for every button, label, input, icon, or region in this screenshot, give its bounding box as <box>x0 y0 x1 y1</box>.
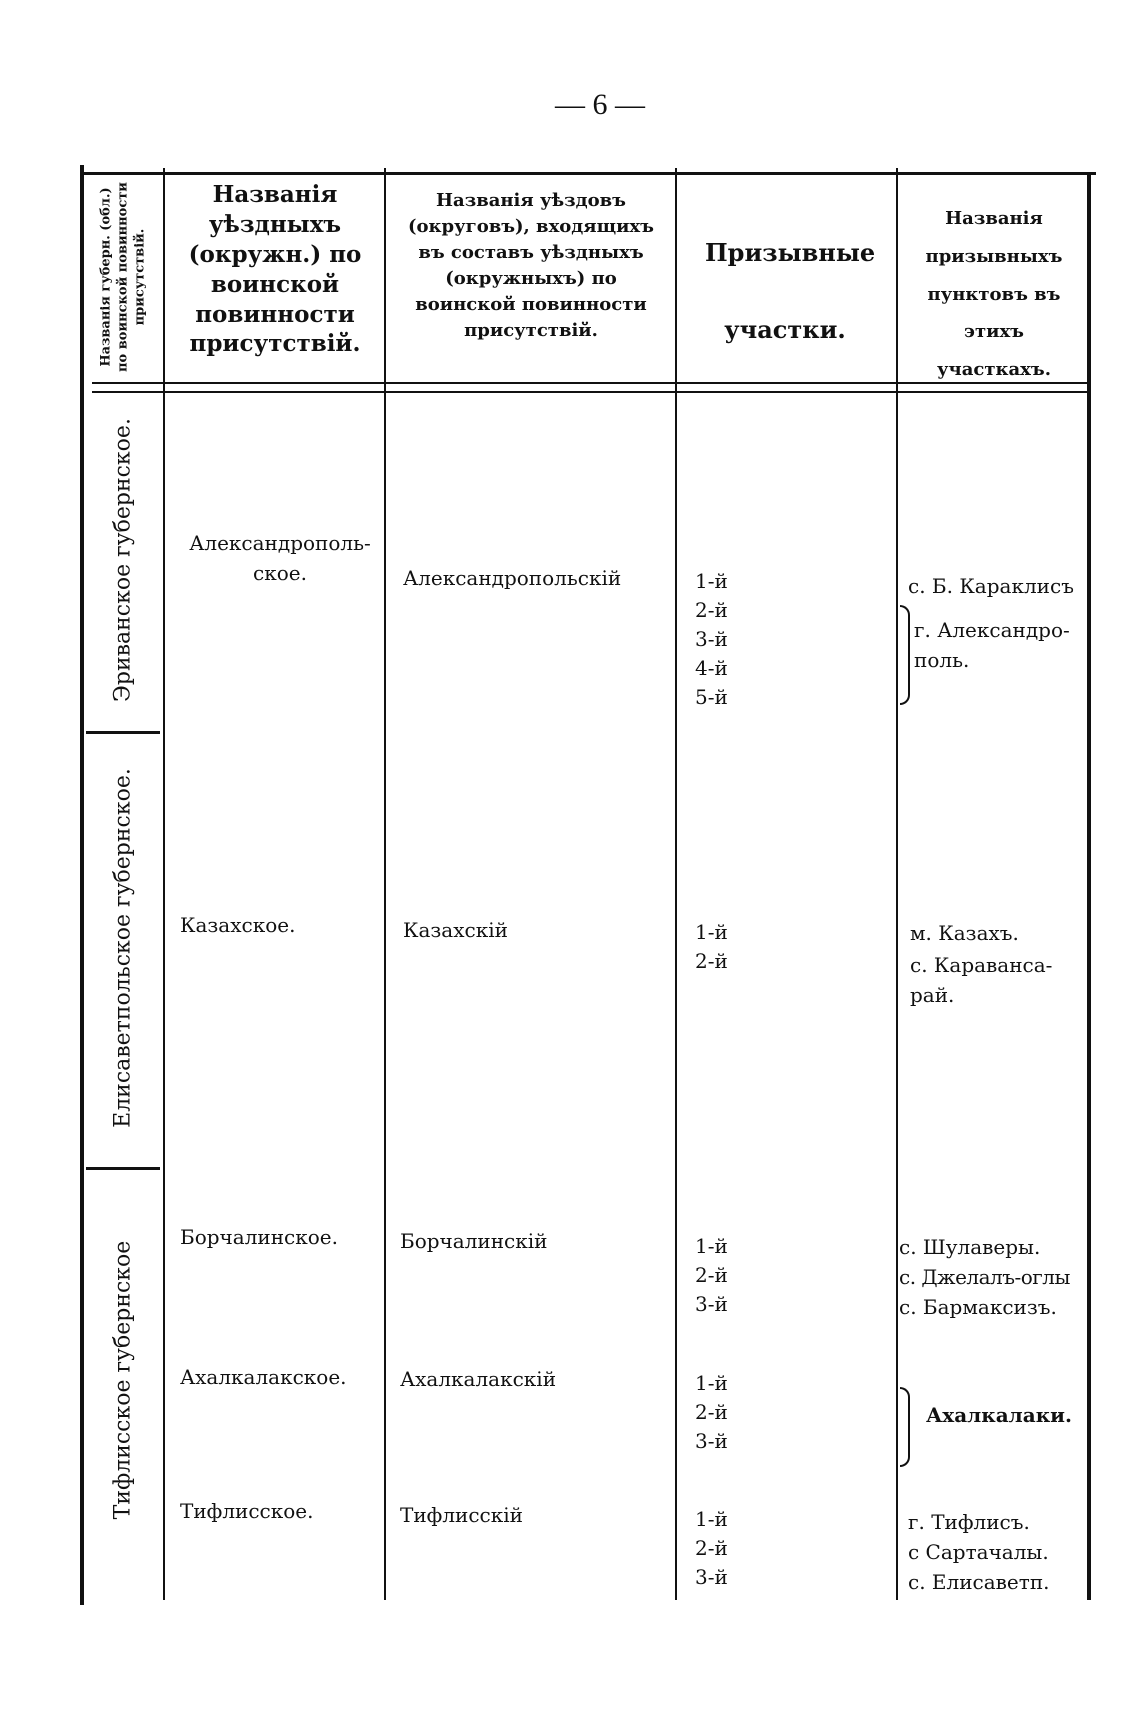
governorate-divider-2 <box>86 1167 160 1170</box>
district-number: 3-й <box>695 1292 728 1316</box>
recruiting-point: г. Тифлисъ. <box>908 1510 1030 1534</box>
governorate-elisavetpol: Елисаветпольское губернское. <box>110 768 136 1128</box>
district-number: 2-й <box>695 598 728 622</box>
column-divider-2 <box>384 168 386 1600</box>
page-number: — 6 — <box>555 88 645 121</box>
recruiting-point: с. Б. Караклисъ <box>908 574 1074 598</box>
header-rule-2 <box>92 391 1088 393</box>
column-divider-3 <box>675 168 677 1600</box>
header-county-presences: Названія уѣздныхъ (окружн.) по воинской повинности присутствій. <box>188 181 362 358</box>
column-divider-4 <box>896 168 898 1600</box>
header-governorate: Названія губерн. (обл.) по воинской повинности присутствій. <box>98 182 148 372</box>
header-districts: Призывные участки. <box>705 238 876 344</box>
district-number: 1-й <box>695 569 728 593</box>
column-divider-1 <box>163 168 165 1600</box>
county-presence: Ахалкалакское. <box>180 1365 347 1389</box>
district-number: 4-й <box>695 656 728 680</box>
district-number: 3-й <box>695 1565 728 1589</box>
governorate-erivan: Эриванское губернское. <box>110 418 136 702</box>
district-number: 2-й <box>695 1536 728 1560</box>
county-presence: Тифлисское. <box>180 1499 314 1523</box>
header-points: Названія призывныхъ пунктовъ въ этихъ участкахъ. <box>925 208 1063 381</box>
county-name: Борчалинскій <box>400 1229 548 1253</box>
brace <box>900 1387 910 1467</box>
county-name: Александропольскій <box>403 566 622 590</box>
county-name: Ахалкалакскій <box>400 1367 557 1391</box>
county-presence: Казахское. <box>180 913 296 937</box>
table-left-border <box>80 165 84 1605</box>
governorate-tiflis: Тифлисское губернское <box>110 1240 136 1520</box>
district-number: 1-й <box>695 920 728 944</box>
district-number: 2-й <box>695 949 728 973</box>
county-name: Тифлисскій <box>400 1503 523 1527</box>
district-number: 2-й <box>695 1400 728 1424</box>
recruiting-point: с. Джелалъ-оглы <box>899 1265 1070 1289</box>
governorate-divider-1 <box>86 731 160 734</box>
district-number: 3-й <box>695 1429 728 1453</box>
recruiting-point: с Сартачалы. <box>908 1540 1049 1564</box>
district-number: 1-й <box>695 1507 728 1531</box>
county-presence: Борчалинское. <box>180 1225 338 1249</box>
recruiting-point: м. Казахъ. <box>910 921 1019 945</box>
header-counties-included: Названія уѣздовъ (округовъ), входящихъ въ составъ уѣздныхъ (окружныхъ) по воинской повинности присутствій. <box>408 190 654 342</box>
district-number: 2-й <box>695 1263 728 1287</box>
recruiting-point: с. Каравансa- рай. <box>910 953 1053 1007</box>
recruiting-point: с. Шулаверы. <box>899 1235 1041 1259</box>
district-number: 3-й <box>695 627 728 651</box>
district-number: 1-й <box>695 1234 728 1258</box>
recruiting-point: с. Елисаветп. <box>908 1570 1050 1594</box>
recruiting-point: г. Александро- поль. <box>914 618 1070 672</box>
recruiting-point: с. Бармаксизъ. <box>899 1295 1057 1319</box>
recruiting-point: Ахалкалаки. <box>926 1403 1072 1427</box>
county-presence: Александрополь- ское. <box>189 531 371 585</box>
table-top-rule <box>80 172 1096 175</box>
county-name: Казахскій <box>403 918 508 942</box>
table-right-border <box>1087 172 1091 1600</box>
brace <box>900 605 910 705</box>
district-number: 1-й <box>695 1371 728 1395</box>
district-number: 5-й <box>695 685 728 709</box>
